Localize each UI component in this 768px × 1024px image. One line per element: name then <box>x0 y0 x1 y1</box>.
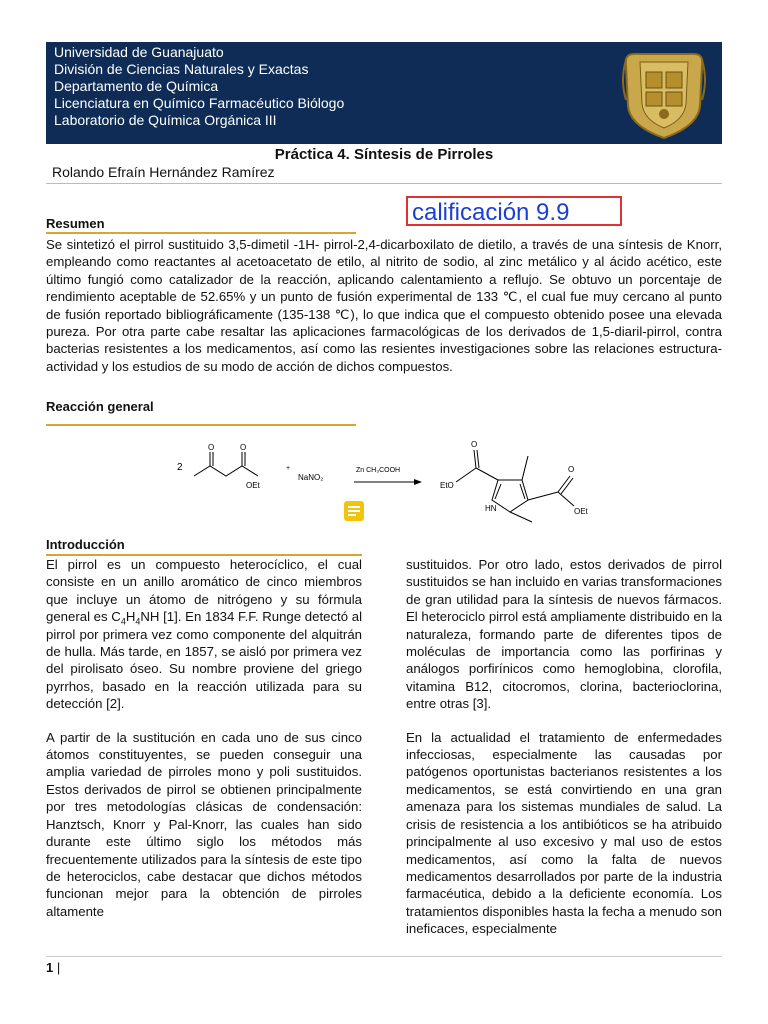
reaction-coefficient: 2 <box>177 462 183 473</box>
product-eto-label: EtO <box>440 481 454 490</box>
page-number-value: 1 <box>46 960 54 975</box>
reaction-heading: Reacción general <box>46 399 154 414</box>
intro-heading: Introducción <box>46 537 125 552</box>
reaction-heading-rule <box>46 424 356 426</box>
header-line-degree: Licenciatura en Químico Farmacéutico Biólogo <box>54 95 345 111</box>
intro-paragraph-4: En la actualidad el tratamiento de enfermedades infecciosas, especialmente las causadas por patógenos oportunistas bacterianos resistentes a los medicamentos, se está convirtiendo en una gran amenaza para los sistemas mundiales de salud. La crisis de resistencia a los antibióticos se ha atribuido principalmente al uso excesivo y mal uso de estos medicamentos, así como la falta de nuevos medicamentos desarrollados por parte de la industria farmacéutica, debido a la deficiente economía. Los tratamientos disponibles hasta la fecha a menudo son ineficaces, especialmente <box>406 729 722 937</box>
page-number-separator: | <box>56 960 61 975</box>
abstract-heading: Resumen <box>46 216 105 231</box>
product-carbonyl-oxygen-1: O <box>471 440 478 449</box>
page-title: Práctica 4. Síntesis de Pirroles <box>274 146 494 163</box>
intro-left-column <box>46 556 362 936</box>
reaction-scheme <box>160 436 600 524</box>
page-number <box>46 960 60 975</box>
grade-annotation: calificación 9.9 <box>406 196 622 226</box>
arrow-conditions: Zn CH₃COOH <box>356 467 401 474</box>
formula-subscript-c: 4 <box>120 616 126 627</box>
header-line-lab: Laboratorio de Química Orgánica III <box>54 112 277 128</box>
comment-note-icon[interactable] <box>343 500 365 522</box>
intro-p1-part-b: H <box>125 609 136 625</box>
footer-divider <box>46 956 722 957</box>
intro-paragraph-1 <box>46 556 362 713</box>
ester-oet-label: OEt <box>246 481 260 490</box>
nano2-reagent: NaNO₂ <box>298 473 324 482</box>
author-name: Rolando Efraín Hernández Ramírez <box>52 164 275 180</box>
product-hn-label: HN <box>485 504 497 513</box>
product-oet-label: OEt <box>574 507 588 516</box>
header-banner <box>46 42 722 144</box>
author-divider <box>46 183 722 184</box>
intro-p1-part-c: NH [1]. En 1834 F.F. Runge detectó al pirrol por primera vez como componente del alquitrán de hulla. Más tarde, en 1857, se aisló por primera vez del pirolisato óseo. Su nombre proviene del griego pyrrhos, basado en la reacción utilizada para su detección [2]. <box>46 609 362 712</box>
university-crest-icon <box>622 50 706 140</box>
abstract-text: Se sintetizó el pirrol sustituido 3,5-dimetil -1H- pirrol-2,4-dicarboxilato de dietilo, a través de una síntesis de Knorr, empleando como reactantes al acetoacetato de etilo, al nitrito de sodio, al zinc metálico y al ácido acético, este último fungió como catalizador de la reacción, aplicando calentamiento a reflujo. Se obtuvo un porcentaje de rendimiento aceptable de 52.65% y un punto de fusión experimental de 133 ℃, el cual fue muy cercano al punto de fusión reportado bibliográficamente (135-138 ℃), lo que indica que el compuesto obtenido posee una elevada pureza. Por otra parte cabe resaltar las aplicaciones farmacológicas de los derivados de 1,5-diaril-pirrol, contra bacterias resistentes a los medicamentos, así como las resientes investigaciones sobre las relaciones estructura-actividad y los estudios de su modo de acción de dichos compuestos. <box>46 237 722 374</box>
intro-p1-part-a: El pirrol es un compuesto heterocíclico, el cual consiste en un anillo aromático de cinco miembros que incluye un átomo de nitrógeno y su fórmula general es C <box>46 557 362 625</box>
intro-right-column <box>406 556 722 954</box>
intro-paragraph-2: A partir de la sustitución en cada uno de sus cinco átomos constituyentes, se pueden conseguir una amplia variedad de pirroles mono y poli sustituidos. Estos derivados de pirrol se obtienen principalmente por tres metodologías clásicas de condensación: Hanztsch, Knorr y Pal-Knorr, las cuales han sido durante este último siglo los métodos más frecuentemente utilizados para la síntesis de este tipo de heterociclos, cabe destacar que dichos métodos funcionan mejor para la obtención de pirroles altamente <box>46 729 362 919</box>
ester-oxygen-label: O <box>240 443 247 452</box>
header-lines <box>54 44 344 129</box>
formula-subscript-h: 4 <box>135 616 141 627</box>
abstract-heading-rule <box>46 232 356 234</box>
header-line-university: Universidad de Guanajuato <box>54 44 224 60</box>
header-line-department: Departamento de Química <box>54 78 219 94</box>
header-line-division: División de Ciencias Naturales y Exactas <box>54 61 309 77</box>
intro-paragraph-3: sustituidos. Por otro lado, estos derivados de pirrol sustituidos se han incluido en varias transformaciones de gran utilidad para la síntesis de nuevos fármacos. El heterociclo pirrol está ampliamente distribuido en la naturaleza, formando parte de diferentes tipos de moléculas de importancia como las porfirinas y análogos porfirínicos como hemoglobina, clorofila, vitamina B12, citocromos, clorina, bacterioclorina, entre otras [3]. <box>406 557 722 712</box>
ketone-oxygen-label: O <box>208 443 215 452</box>
product-carbonyl-oxygen-2: O <box>568 465 575 474</box>
plus-sign: + <box>286 465 291 472</box>
